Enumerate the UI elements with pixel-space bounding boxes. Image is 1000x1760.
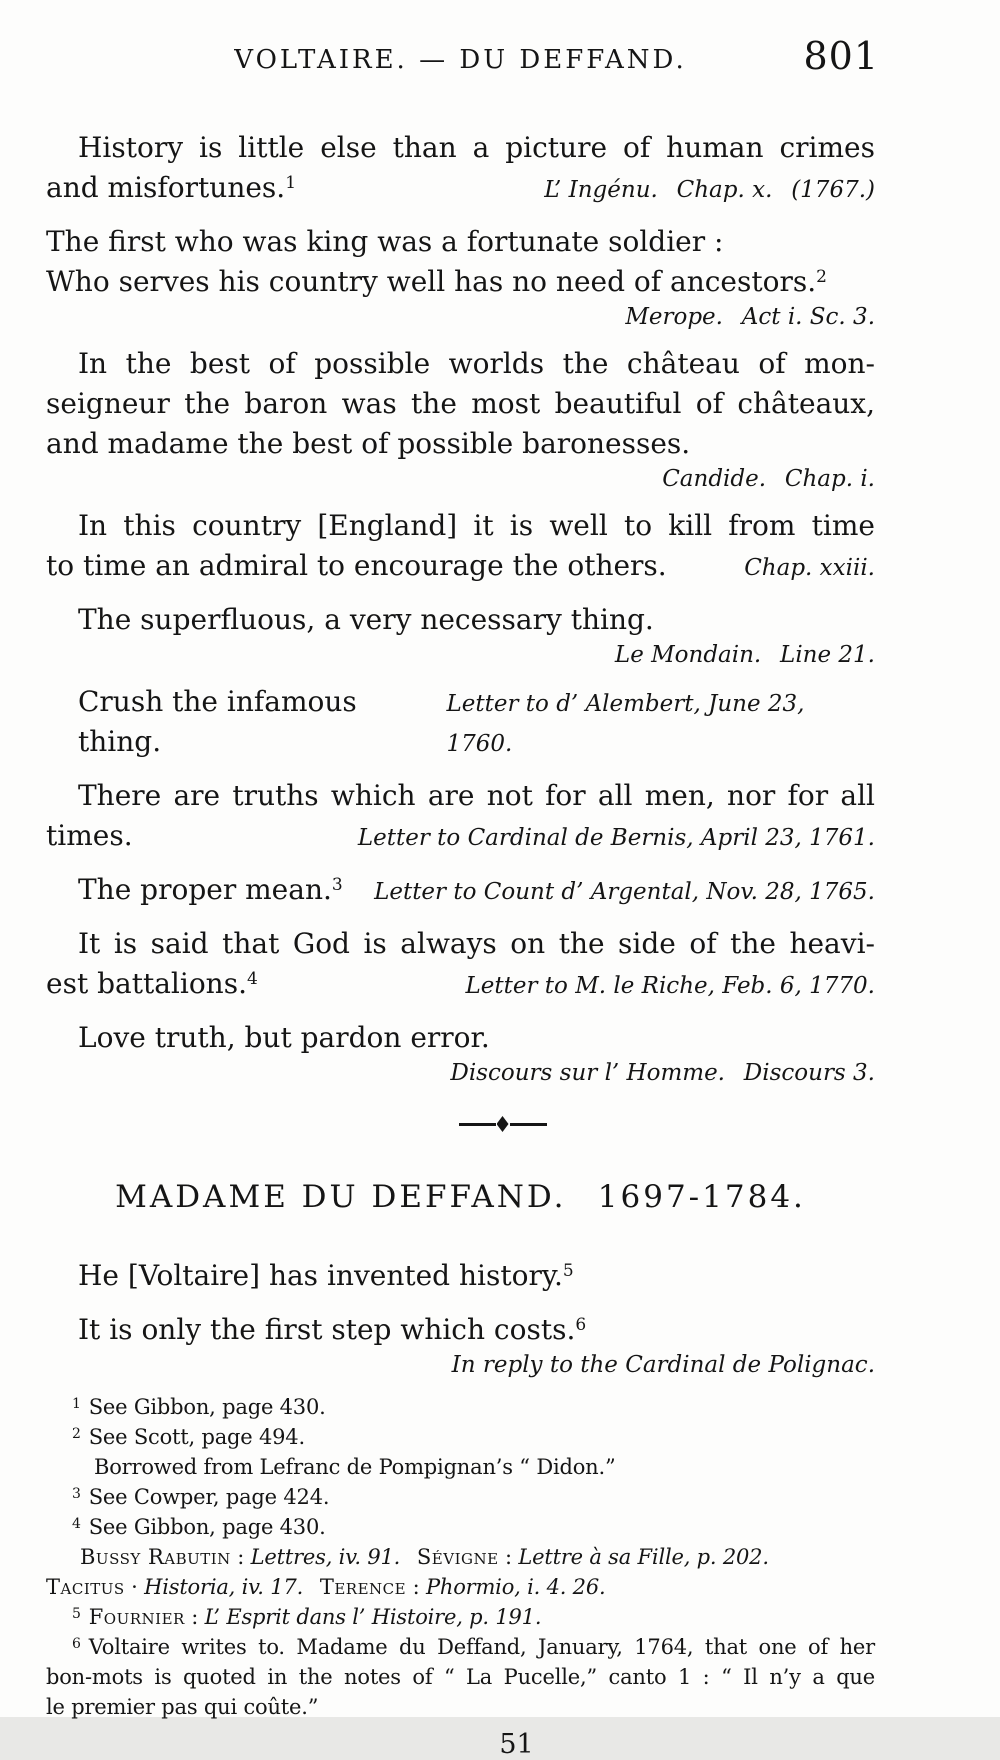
quote-line: seigneur the baron was the most beautiful of châteaux, [46,387,875,420]
footnote-2: $^2$ See Scott, page 494. [72,1425,305,1449]
quote-text: times. [46,819,133,852]
quote-line: In the best of possible worlds the château of mon- [78,347,875,380]
diamond-icon [497,1116,509,1132]
quote-line: The superfluous, a very necessary thing. [78,603,654,636]
quote-first-step [46,1310,875,1380]
citation: Discours sur l’ Homme. Discours 3. [450,1060,875,1086]
footnote-1: $^1$ See Gibbon, page 430. [72,1395,326,1419]
divider-rule [510,1123,547,1126]
work-title: Lettres, iv. 91. [250,1545,401,1569]
footnote-marker: 6 [72,1636,81,1652]
quote-first-king [46,222,875,332]
footnote-3: $^3$ See Cowper, page 424. [72,1485,330,1509]
footnote-marker: 5 [72,1606,81,1622]
signature-number: 51 [499,1729,534,1760]
author-name: Fournier [88,1605,185,1629]
citation: Chap. xxiii. [744,555,875,581]
quote-line [46,870,875,912]
citation: Letter to M. le Riche, Feb. 6, 1770. [465,973,875,999]
footnote-references-2: Tacitus · Historia, iv. 17. Terence : Phormio, i. 4. 26. [46,1575,606,1599]
quote-love-truth [46,1018,875,1088]
footnote-marker: 6 [575,1315,587,1335]
quote-best-of-worlds [46,344,875,494]
quote-line: It is only the first step which costs.$^6$ [78,1313,587,1346]
quote-line: and madame the best of possible baronesses. [46,427,691,460]
quote-text: Crush the infamous thing. [78,685,357,758]
divider-rule [459,1123,496,1126]
section-divider [455,1116,551,1132]
quote-line: History is little else than a picture of human crimes [78,131,875,164]
quote-superfluous [46,600,875,670]
quote-proper-mean [46,870,875,912]
running-title: VOLTAIRE. — DU DEFFAND. [234,45,687,75]
footnote-borrowed: Borrowed from Lefranc de Pompignan’s “ Didon.” [94,1455,616,1479]
footnote-6-line3: le premier pas qui coûte.” [46,1695,319,1719]
page-number: 801 [803,34,879,78]
citation: Letter to Cardinal de Bernis, April 23, 1761. [357,825,875,851]
footnote-5: $^5$ Fournier : L’ Esprit dans l’ Histoire, p. 191. [72,1605,542,1629]
quote-text: est battalions.$^4$ [46,967,258,1000]
author-name: Bussy Rabutin [80,1545,231,1569]
quote-line: There are truths which are not for all men, nor for all [78,779,875,812]
quote-line [46,546,875,588]
citation: Letter to d’ Alembert, June 23, 1760. [446,691,812,757]
work-title: Phormio, i. 4. 26. [425,1575,606,1599]
footnote-marker: 4 [246,969,258,989]
quote-line [46,964,875,1006]
quote-invented-history [46,1256,875,1296]
footnote-marker: 2 [72,1426,81,1442]
footnote-marker: 3 [72,1486,81,1502]
work-title: Lettre à sa Fille, p. 202. [518,1545,769,1569]
footnote-marker: 5 [562,1261,574,1281]
quote-line: The first who was king was a fortunate soldier : [46,225,724,258]
quote-heaviest-battalions [46,924,875,1006]
citation: Candide. Chap. i. [662,466,875,492]
footnote-6-line2: bon-mots is quoted in the notes of “ La Pucelle,” canto 1 : “ Il n’y a que [46,1665,875,1689]
footnote-marker: 2 [816,267,827,287]
quote-text: to time an admiral to encourage the others. [46,549,667,582]
quote-line: He [Voltaire] has invented history.$^5$ [78,1259,574,1292]
quote-line [46,168,875,210]
author-name: Sévigne [416,1545,499,1569]
footnotes [46,1392,875,1722]
work-title: Historia, iv. 17. [144,1575,304,1599]
quote-line: Who serves his country well has no need of ancestors.$^2$ [46,265,827,298]
quote-history [46,128,875,210]
footnote-marker: 1 [285,173,297,193]
author-name: Tacitus [46,1575,125,1599]
citation: Letter to Count d’ Argental, Nov. 28, 1765. [374,879,875,905]
footnote-marker: 1 [72,1396,81,1412]
quote-line [46,816,875,858]
footnote-marker: 3 [331,875,343,895]
citation: In reply to the Cardinal de Polignac. [451,1352,875,1378]
section-heading: MADAME DU DEFFAND. 1697-1784. [115,1179,806,1215]
page-header [46,34,879,80]
quote-kill-admiral [46,506,875,588]
quote-line: Love truth, but pardon error. [78,1021,490,1054]
quote-text: and misfortunes.$^1$ [46,171,297,204]
quote-crush-infamous [46,682,875,764]
citation: L’ Ingénu. Chap. x. (1767.) [544,177,875,203]
author-name: Terence [319,1575,407,1599]
footnote-references-1: Bussy Rabutin : Lettres, iv. 91. Sévigne : Lettre à sa Fille, p. 202. [80,1545,769,1569]
footnote-6: $^6$ Voltaire writes to. Madame du Deffand, January, 1764, that one of her [72,1635,875,1659]
footnote-4: $^4$ See Gibbon, page 430. [72,1515,326,1539]
quote-truths [46,776,875,858]
quote-line [46,682,875,764]
citation: Merope. Act i. Sc. 3. [625,304,875,330]
quote-text: The proper mean.$^3$ [78,873,343,906]
work-title: L’ Esprit dans l’ Histoire, p. 191. [204,1605,542,1629]
footnote-marker: 4 [72,1516,81,1532]
quote-line: In this country [England] it is well to kill from time [78,509,875,542]
quote-line: It is said that God is always on the side of the heavi- [78,927,875,960]
citation: Le Mondain. Line 21. [614,642,875,668]
